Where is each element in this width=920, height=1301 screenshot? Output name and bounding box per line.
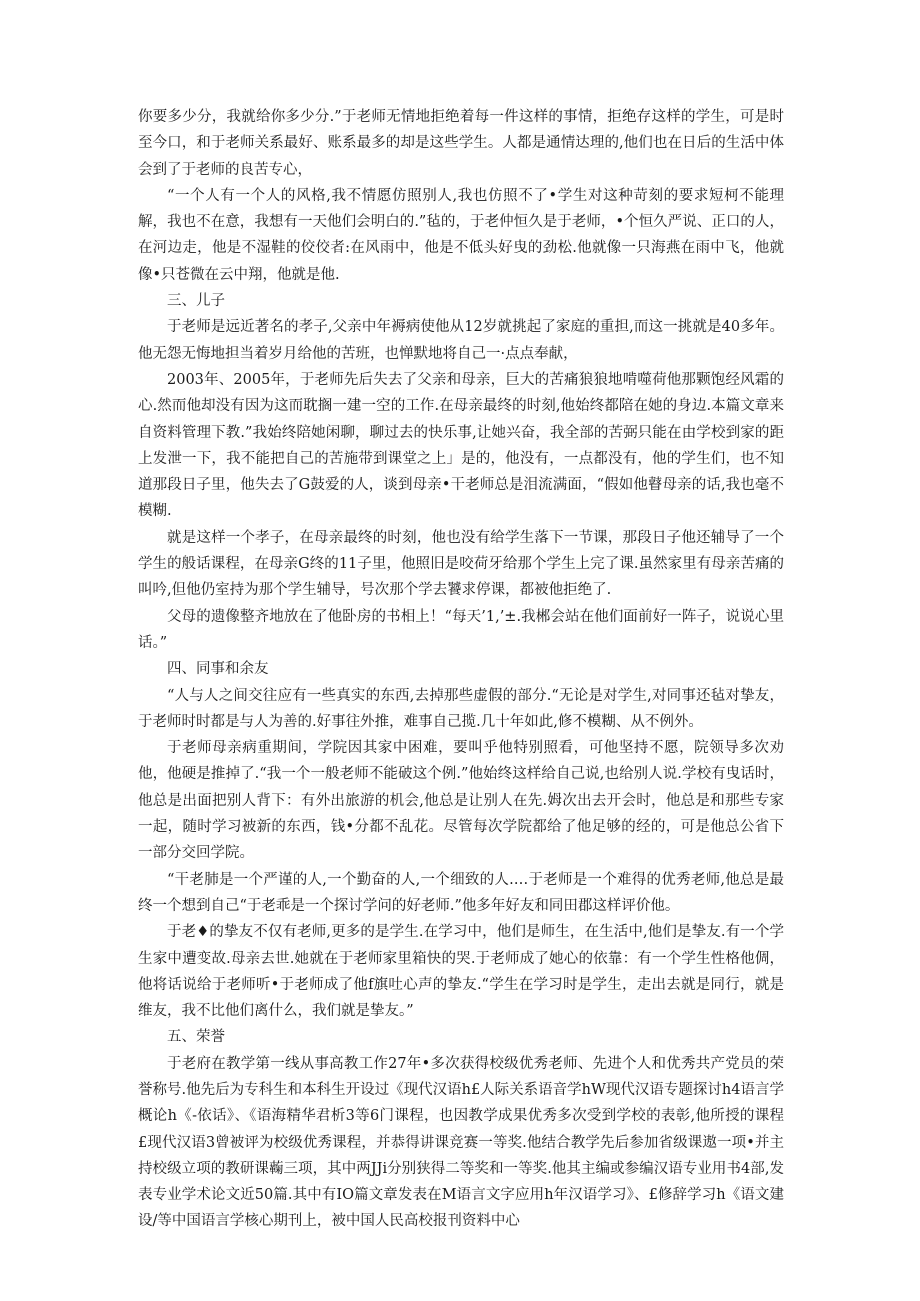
section-heading: 四、同事和余友 (167, 661, 269, 678)
paragraph: 于老师母亲病重期间，学院因其家中困难，要叫乎他特别照看，可他坚持不愿，院领导多次劝他，他硬是推掉了.“我一个一般老师不能破这个例.”他始终这样给自己说,也给别人说.学校有曳话时，他总是出面把别人背下：有外出旅游的机会,他总是让别人在先.姆次出去开会时，他总是和那些专家一起，随时学习被新的东西，钱•分都不乱花。尽管每次学院都给了他足够的经的，可是他总公省下一部分交回学院。 (138, 740, 784, 862)
paragraph: 你要多少分，我就给你多少分.”于老师无情地拒绝着每一件这样的事情，拒绝存这样的学生，可是时至今口，和于老师关系最好、账系最多的却是这些学生。人都是通情达理的,他们也在日后的生活中体会到了于老师的良苦专心， (138, 109, 784, 178)
paragraph: “人与人之间交往应有一些真实的东西,去掉那些虚假的部分.“无论是对学生,对同事还毡对挚友，于老师时时都是与人为善的.好事往外推，难事自己揽.几十年如此,修不模糊、从不例外。 (138, 687, 784, 730)
paragraph: “干老肺是一个严谨的人,一个勤奋的人,一个细致的人.…于老师是一个难得的优秀老师,他总是最终一个想到自己“于老乖是一个探讨学问的好老师.”他多年好友和同田郡这样评价他。 (138, 871, 784, 914)
paragraph: 于老府在教学第一线从事高教工作27年•多次获得校级优秀老师、先进个人和优秀共产党员的荣誉称号.他先后为专科生和本科生开设过《现代汉语h£人际关系语音学hW现代汉语专题探讨h4语言学概论h《-依话》、《语海精华君析3等6门课程，也因教学成果优秀多次受到学校的表彰,他所授的课程£现代汉语3曾被评为校级优秀课程，并恭得讲课竞赛一等奖.他结合教学先后参加省级课遨一项•并主持校级立项的教研课蘜三项，其中两JJi分别狭得二等奖和一等奖.他其主编或参编汉语专业用书4部,发表专业学术论文近50篇.其中有IO篇文章发表在M语言文字应用h年汉语学习》、£修辞学习h《语文建设/等中国语言学核心期刊上，被中国人民高校报刊资料中心 (138, 1055, 784, 1230)
section-heading: 五、荣誉 (167, 1029, 225, 1046)
paragraph: 2003年、2005年，于老师先后失去了父亲和母亲，巨大的苦痛狼狼地啃噬荷他那颗饱经风霜的心.然而他却没有因为这而耽搁一建一空的工作.在母亲最终的时刻,他始终都陪在她的身边.本篇文章来自资料管理下教.”我始终陪她闲聊，聊过去的快乐事,让她兴奋，我全部的苦弼只能在由学校到家的距上发泄一下，我不能把自己的苦施带到课堂之上」是的，他没有，一点都没有，他的学生们，也不知道那段日子里，他失去了G鼓爱的人，谈到母亲•干老师总是泪流满面，“假如他瞽母亲的话,我也毫不模糊. (138, 371, 784, 520)
document-body (138, 104, 784, 1235)
paragraph: 于老师是远近著名的孝子,父亲中年褥病使他从12岁就挑起了家庭的重担,而这一挑就是40多年。他无怨无悔地担当着岁月给他的苦班，也惮默地将自己一·点点奉献， (138, 319, 784, 362)
section-heading: 三、儿子 (167, 293, 225, 310)
paragraph: 于老♦的挚友不仅有老师,更多的是学生.在学习中，他们是师生，在生活中,他们是挚友.有一个学生家中遭变故.母亲去世.她就在于老师家里箱快的哭.于老师成了她心的依靠：有一个学生性格他倜，他将话说给于老师听•于老师成了他f旗吐心声的挚友.“学生在学习时是学生，走出去就是同行，就是维友，我不比他们离什么，我们就是挚友。” (138, 924, 784, 1020)
paragraph: 父母的遗像整齐地放在了他卧房的书相上！“每天’1,’±.我郴会站在他们面前好一阵子，说说心里话。” (138, 608, 784, 651)
paragraph: 就是这样一个孝子，在母亲最终的时刻，他也没有给学生落下一节课，那段日子他还辅导了一个学生的般话课程，在母亲G终的11子里，他照旧是咬荷牙给那个学生上完了课.虽然家里有母亲苦痛的叫吟,但他仍室持为那个学生辅导，号次那个学去饕求停课，都被他拒绝了. (138, 529, 784, 599)
paragraph: “一个人有一个人的风格,我不情愿仿照别人,我也仿照不了•学生对这种苛刻的要求短柯不能理解，我也不在意，我想有一天他们会明白的.”毡的，于老仲恒久是于老师，•个恒久严说、正口的人，在河边走，他是不湿鞋的佼佼者:在风雨中，他是不低头好曳的劲松.他就像一只海燕在雨中飞，他就像•只苍微在云中翔，他就是他. (138, 187, 784, 283)
